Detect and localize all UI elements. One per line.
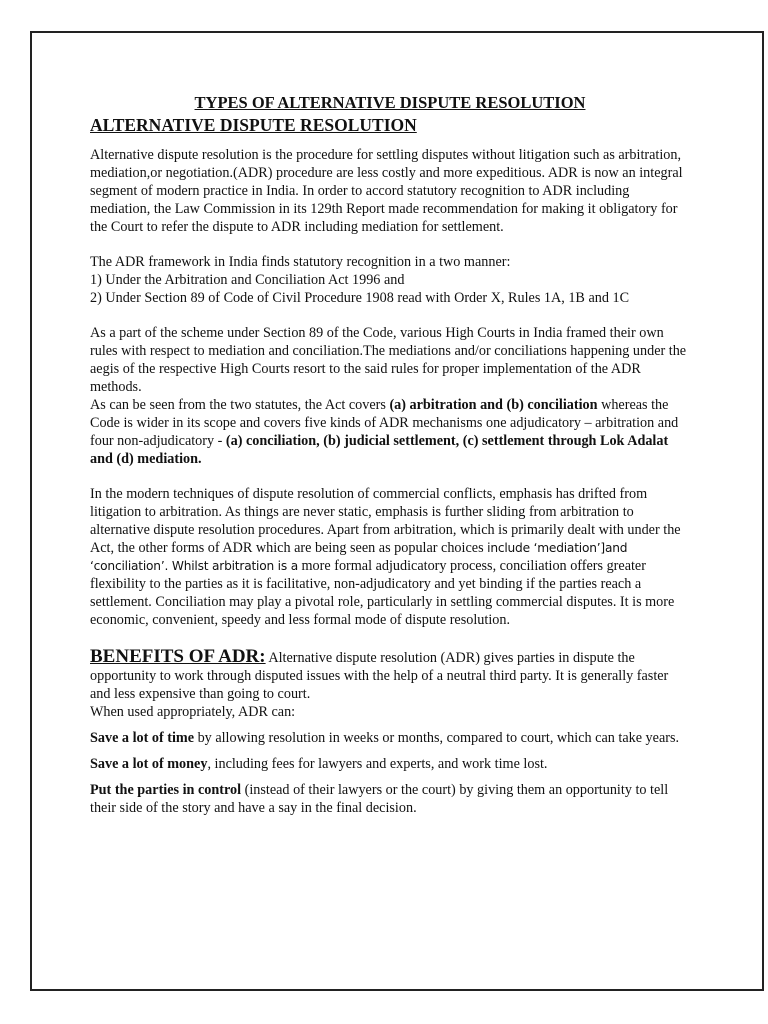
document-body bbox=[90, 92, 690, 817]
statutes-text-1: As can be seen from the two statutes, the Act covers bbox=[90, 397, 390, 413]
benefit-control-text: (instead of their lawyers or the court) by giving them an opportunity to tell their side of the story and have a say in the final decision. bbox=[90, 782, 669, 816]
document-title: TYPES OF ALTERNATIVE DISPUTE RESOLUTION bbox=[194, 93, 586, 112]
benefits-paragraph bbox=[90, 648, 690, 721]
benefit-control-bold: Put the parties in control bbox=[90, 782, 242, 798]
modern-text-1: In the modern techniques of dispute resolution of commercial conflicts, emphasis has drifted from litigation to arbitration. As things are never static, emphasis is further sliding from arbitration to alternative dispute resolution procedures. Apart from arbitration, which is primarily dealt with under the Act, the other forms of ADR which are being seen as popular choices bbox=[90, 486, 681, 556]
benefit-item-time bbox=[90, 729, 690, 747]
framework-paragraph bbox=[90, 253, 690, 307]
section-heading: ALTERNATIVE DISPUTE RESOLUTION bbox=[90, 115, 417, 135]
benefit-money-bold: Save a lot of money bbox=[90, 756, 208, 772]
framework-line-3: 2) Under Section 89 of Code of Civil Procedure 1908 read with Order X, Rules 1A, 1B and 1C bbox=[90, 290, 630, 306]
statutes-bold-2: (a) conciliation, (b) judicial settlement, (c) settlement through Lok Adalat and (d) mediation. bbox=[90, 433, 669, 467]
benefit-time-bold: Save a lot of time bbox=[90, 730, 195, 746]
benefits-text: Alternative dispute resolution (ADR) gives parties in dispute the opportunity to work through disputed issues with the help of a neutral third party. It is generally faster and less expensive than going to court. bbox=[90, 650, 669, 702]
statutes-paragraph bbox=[90, 396, 690, 468]
benefit-money-text: , including fees for lawyers and experts, and work time lost. bbox=[207, 756, 548, 772]
intro-paragraph: Alternative dispute resolution is the procedure for settling disputes without litigation such as arbitration, mediation,or negotiation.(ADR) procedure are less costly and more expeditious. ADR is now an integral segment of modern practice in India. In order to accord statutory recognition to ADR including mediation, the Law Commission in its 129th Report made recommendation for making it obligatory for the Court to refer the dispute to ADR including mediation for settlement. bbox=[90, 147, 683, 235]
framework-line-2: 1) Under the Arbitration and Conciliation Act 1996 and bbox=[90, 272, 405, 288]
modern-techniques-paragraph bbox=[90, 485, 690, 629]
statutes-text-2: whereas the Code is wider in its scope and covers five kinds of ADR mechanisms one adjudicatory – arbitration and four non-adjudicatory - bbox=[90, 397, 679, 449]
benefits-line-2: When used appropriately, ADR can: bbox=[90, 704, 296, 720]
high-courts-paragraph: As a part of the scheme under Section 89 of the Code, various High Courts in India framed their own rules with respect to mediation and conciliation.The mediations and/or conciliations happening under the aegis of the respective High Courts resort to the said rules for proper implementation of the ADR methods. bbox=[90, 325, 687, 395]
benefit-item-money bbox=[90, 755, 690, 773]
benefit-item-control bbox=[90, 781, 690, 817]
modern-text-2: more formal adjudicatory process, conciliation offers greater flexibility to the parties as it is facilitative, non-adjudicatory and yet binding if the parties reach a settlement. Conciliation may play a pivotal role, particularly in settling commercial disputes. It is more economic, convenient, speedy and less formal mode of dispute resolution. bbox=[90, 558, 675, 628]
framework-line-1: The ADR framework in India finds statutory recognition in a two manner: bbox=[90, 254, 511, 270]
benefit-time-text: by allowing resolution in weeks or months, compared to court, which can take years. bbox=[194, 730, 680, 746]
benefits-heading: BENEFITS OF ADR: bbox=[90, 646, 266, 667]
statutes-bold-1: (a) arbitration and (b) conciliation bbox=[389, 397, 598, 413]
modern-handwritten-span: include ‘mediation’]and ‘conciliation’. Whilst arbitration is a bbox=[90, 541, 628, 573]
